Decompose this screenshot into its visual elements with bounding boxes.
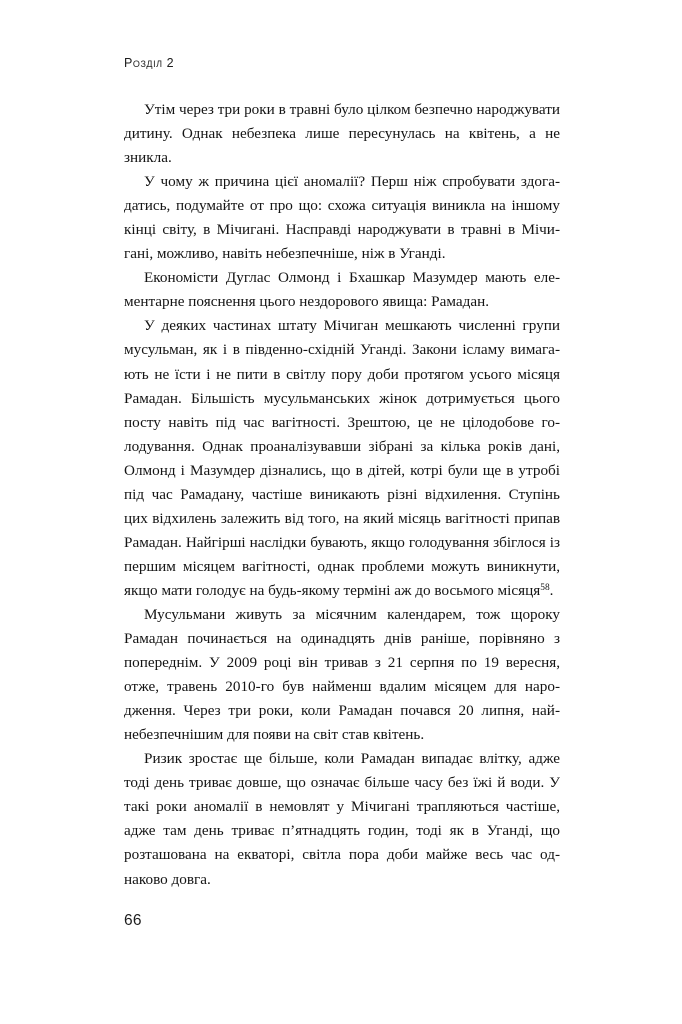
running-head: Розділ 2	[124, 56, 175, 70]
body-text-block	[124, 98, 560, 892]
paragraph-6: Ризик зростає ще більше, коли Рамадан випадає влітку, адже тоді день триває довше, що означає більше часу без їжі й води. У такі роки аномалії в немовлят у Мічигані трапляються частіше, адже там день триває п’ятнадцять годин, тоді як в Уганді, що розташована на екваторі, світла пора доби майже весь час однаково довга.	[124, 750, 560, 888]
paragraph-5: Мусульмани живуть за місячним календарем, тож щороку Рамадан починається на одинадцять днів раніше, порівняно з попереднім. У 2009 році він тривав з 21 серпня по 19 вересня, отже, травень 2010-го був найменш вдалим місяцем для народження. Через три роки, коли Рамадан почався 20 липня, найнебезпечнішим для появи на світ став квітень.	[124, 605, 560, 744]
paragraph-3: Економісти Дуглас Олмонд і Бхашкар Мазумдер мають елементарне пояснення цього нездорового явища: Рамадан.	[124, 269, 560, 311]
paragraph-1: Утім через три роки в травні було цілком безпечно народжувати дитину. Однак небезпека лише пересунулась на квітень, а не зникла.	[124, 101, 560, 167]
page-number: 66	[124, 912, 142, 929]
paragraph-4	[124, 314, 560, 603]
paragraph-2: У чому ж причина цієї аномалії? Перш ніж спробувати здогадатись, подумайте от про що: схожа ситуація виникла на іншому кінці світу, в Мічигані. Насправді народжувати в травні в Мічигані, можливо, навіть небезпечніше, ніж в Уганді.	[124, 173, 560, 263]
footnote-reference-58[interactable]: 58	[540, 582, 550, 593]
paragraph-4-text-after-footnote: .	[549, 581, 554, 599]
paragraph-4-text-before-footnote: У деяких частинах штату Мічиган мешкають численні групи мусульман, як і в південно-східній Уганді. Закони ісламу вимагають не їсти і не пити в світлу пору доби протягом усього місяця Рамадан. Більшість мусульманських жінок дотримується цього посту навіть під час вагітності. Зрештою, це не цілодобове голодування. Однак проаналізувавши зібрані за кілька років дані, Олмонд і Мазумдер дізнались, що в дітей, котрі були ще в утробі під час Рамадану, частіше виникають різні відхилення. Ступінь цих відхилень залежить від того, на який місяць вагітності припав Рамадан. Найгірші наслідки бувають, якщо голодування збіглося із першим місяцем вагітності, однак проблеми можуть виникнути, якщо мати голодує на будь-якому терміні аж до восьмого місяця	[124, 317, 560, 599]
